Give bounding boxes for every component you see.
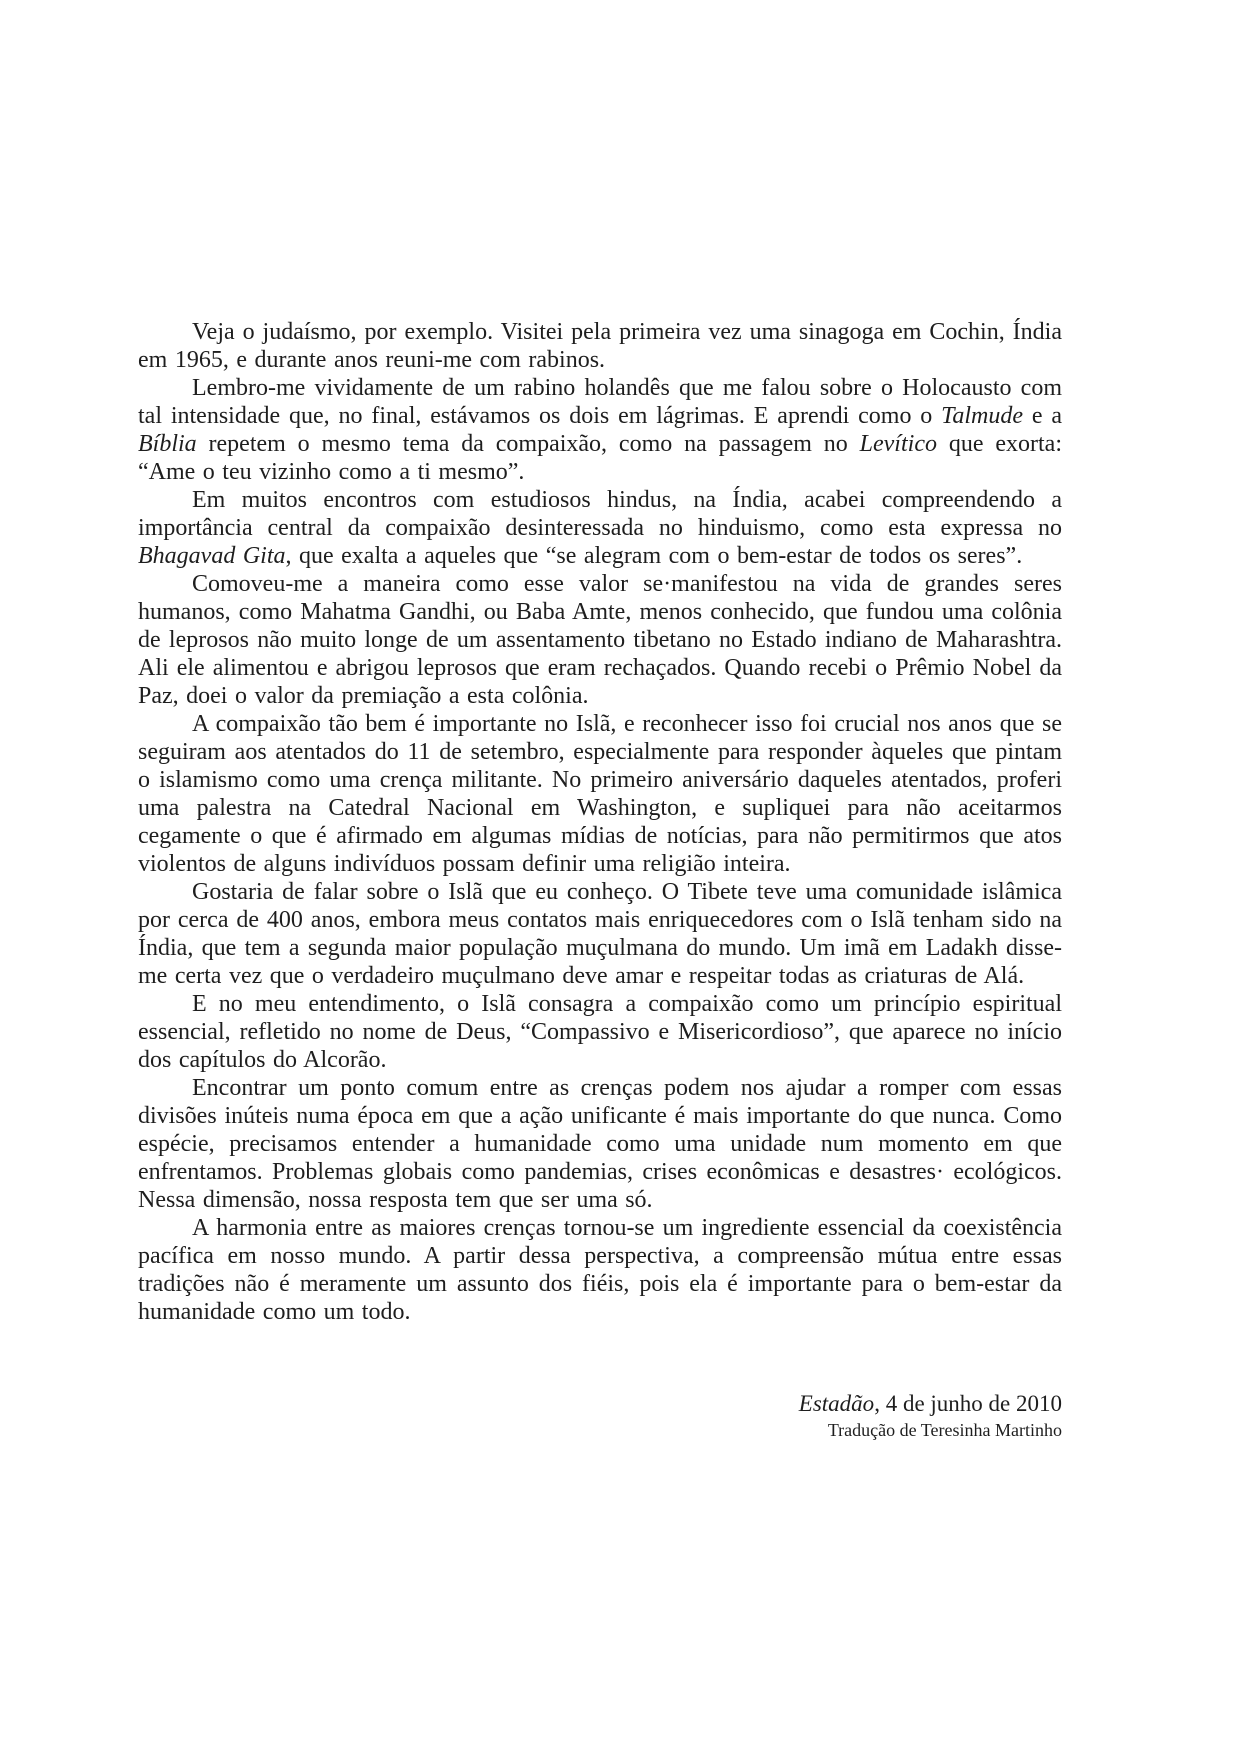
text-run: , 4 de junho de 2010 (874, 1391, 1062, 1416)
paragraph (138, 878, 1062, 990)
signature-block (138, 1390, 1062, 1442)
text-run: A harmonia entre as maiores crenças tornou-se um ingrediente essencial da coexistência pacífica em nosso mundo. A partir dessa perspectiva, a compreensão mútua entre essas tradições não é meramente um assunto dos fiéis, pois ela é importante para o bem-estar da humanidade como um todo. (138, 1215, 1062, 1325)
text-run: Encontrar um ponto comum entre as crenças podem nos ajudar a romper com essas divisões inúteis numa época em que a ação unificante é mais importante do que nunca. Como espécie, precisamos entender a humanidade como uma unidade num momento em que enfrentamos. Problemas globais como pandemias, crises econômicas e desastres· ecológicos. Nessa dimensão, nossa resposta tem que ser uma só. (138, 1075, 1062, 1213)
text-run: repetem o mesmo tema da compaixão, como na passagem no (196, 431, 860, 457)
paragraph (138, 374, 1062, 486)
text-run: E no meu entendimento, o Islã consagra a compaixão como um princípio espiritual essencial, refletido no nome de Deus, “Compassivo e Misericordioso”, que aparece no início dos capítulos do Alcorão. (138, 991, 1062, 1073)
signature-source-line (138, 1390, 1062, 1418)
text-run: Gostaria de falar sobre o Islã que eu conheço. O Tibete teve uma comunidade islâmica por cerca de 400 anos, embora meus contatos mais enriquecedores com o Islã tenham sido na Índia, que tem a segunda maior população muçulmana do mundo. Um imã em Ladakh disse-me certa vez que o verdadeiro muçulmano deve amar e respeitar todas as criaturas de Alá. (138, 879, 1062, 989)
italic-text-run: Bhagavad Gita (138, 543, 286, 569)
text-run: , que exalta a aqueles que “se alegram com o bem-estar de todos os seres”. (285, 543, 1023, 569)
paragraph (138, 1074, 1062, 1214)
italic-text-run: Estadão (798, 1391, 875, 1416)
italic-text-run: Levítico (859, 431, 937, 457)
paragraph (138, 486, 1062, 570)
document-body (138, 318, 1062, 1326)
text-run: Veja o judaísmo, por exemplo. Visitei pela primeira vez uma sinagoga em Cochin, Índia em 1965, e durante anos reuni-me com rabinos. (138, 319, 1062, 373)
italic-text-run: Bíblia (138, 431, 197, 457)
signature-translation-line: Tradução de Teresinha Martinho (827, 1420, 1062, 1440)
text-run: Em muitos encontros com estudiosos hindus, na Índia, acabei compreendendo a importância central da compaixão desinteressada no hinduismo, como esta expressa no (138, 487, 1062, 541)
paragraph (138, 318, 1062, 374)
text-run: A compaixão tão bem é importante no Islã, e reconhecer isso foi crucial nos anos que se seguiram aos atentados do 11 de setembro, especialmente para responder àqueles que pintam o islamismo como uma crença militante. No primeiro aniversário daqueles atentados, proferi uma palestra na Catedral Nacional em Washington, e supliquei para não aceitarmos cegamente o que é afirmado em algumas mídias de notícias, para não permitirmos que atos violentos de alguns indivíduos possam definir uma religião inteira. (138, 711, 1062, 877)
text-run: e a (1022, 403, 1062, 429)
paragraph (138, 570, 1062, 710)
text-run: Lembro-me vividamente de um rabino holandês que me falou sobre o Holocausto com tal intensidade que, no final, estávamos os dois em lágrimas. E aprendi como o (138, 375, 1062, 429)
italic-text-run: Talmude (941, 403, 1023, 429)
text-run: que exorta: “Ame o teu vizinho como a ti mesmo”. (138, 431, 1062, 485)
paragraph (138, 1214, 1062, 1326)
text-run: Comoveu-me a maneira como esse valor se·manifestou na vida de grandes seres humanos, como Mahatma Gandhi, ou Baba Amte, menos conhecido, que fundou uma colônia de leprosos não muito longe de um assentamento tibetano no Estado indiano de Maharashtra. Ali ele alimentou e abrigou leprosos que eram rechaçados. Quando recebi o Prêmio Nobel da Paz, doei o valor da premiação a esta colônia. (138, 571, 1062, 709)
paragraph (138, 990, 1062, 1074)
paragraph (138, 710, 1062, 878)
